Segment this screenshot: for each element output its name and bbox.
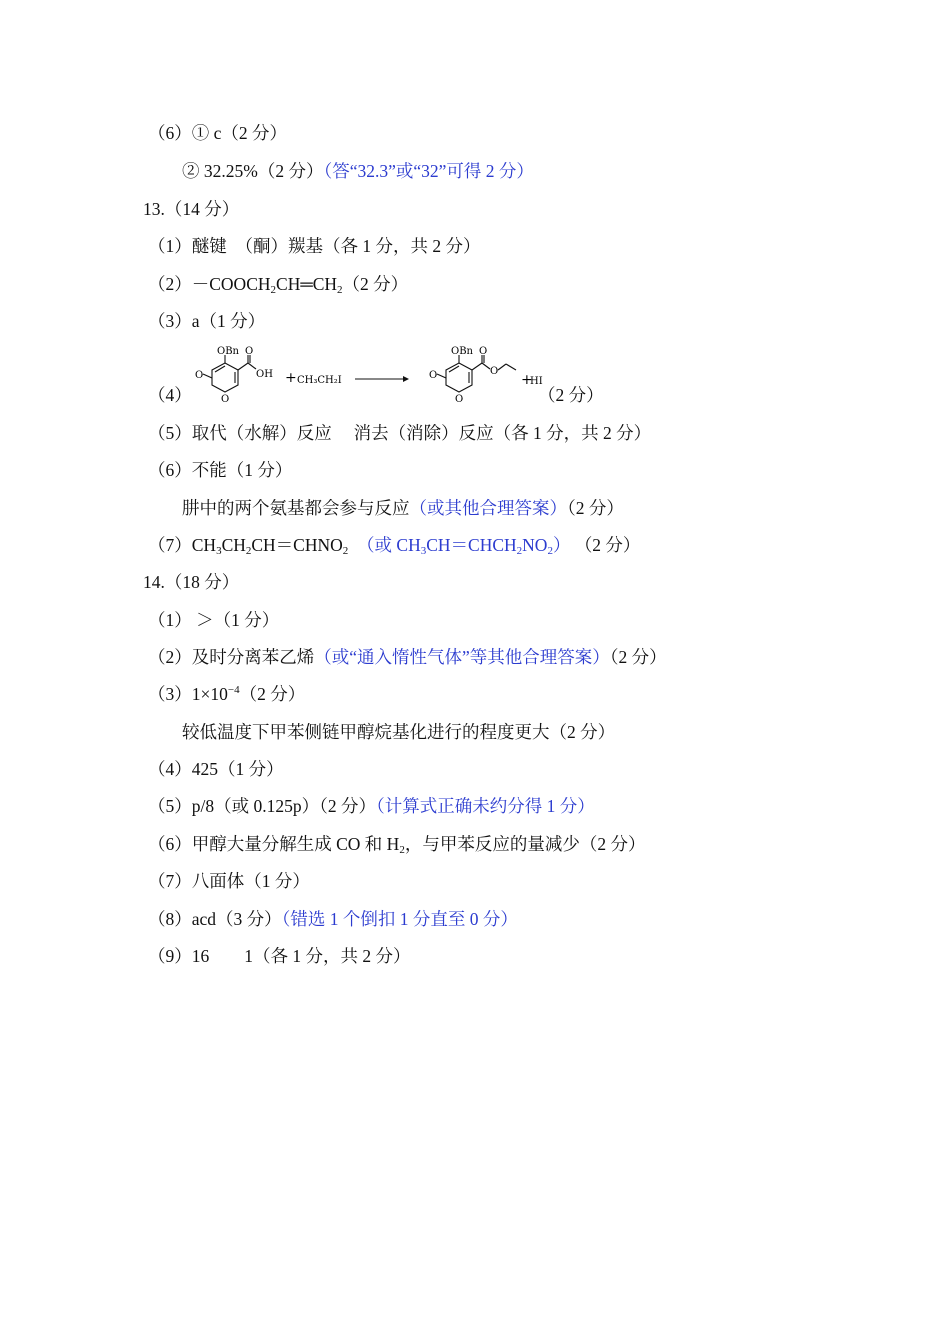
q14-part2: （2）及时分离苯乙烯（或“通入惰性气体”等其他合理答案）（2 分） bbox=[148, 647, 667, 667]
q14-part9: （9）16 1（各 1 分，共 2 分） bbox=[148, 946, 411, 966]
q14-part3-reason: 较低温度下甲苯侧链甲醇烷基化进行的程度更大（2 分） bbox=[182, 722, 616, 742]
product-ketone-o: O bbox=[429, 370, 438, 381]
q13-part4-reaction bbox=[148, 344, 708, 414]
q12-part6-1: （6）① c（2 分） bbox=[148, 123, 288, 143]
q14-part7: （7）八面体（1 分） bbox=[148, 871, 310, 891]
product-ester-o: O bbox=[490, 366, 499, 377]
scoring-note: （或 $CH_3CH=CHCH_2NO_2$） bbox=[357, 535, 571, 557]
q14-part3: $(3)1\times 10^{-4}(2$ 分） bbox=[148, 684, 306, 704]
plus-sign: + bbox=[285, 370, 297, 386]
reactant-carbonyl-o: O bbox=[245, 346, 254, 357]
part4-score: （2 分） bbox=[538, 385, 604, 405]
part4-label: （4） bbox=[148, 385, 192, 405]
scoring-note: （计算式正确未约分得 1 分） bbox=[376, 796, 595, 816]
arrow-head bbox=[403, 376, 409, 382]
q14-part4: （4）425（1 分） bbox=[148, 759, 284, 779]
reactant-oh: OH bbox=[256, 369, 273, 380]
q13-part1: （1）醚键 （酮）羰基（各 1 分，共 2 分） bbox=[148, 236, 481, 256]
q13-part6: （6）不能（1 分） bbox=[148, 460, 293, 480]
reactant-ring-o: O bbox=[221, 394, 230, 405]
plus-sign-2: + bbox=[521, 372, 533, 388]
hi-product: HI bbox=[530, 376, 543, 387]
q13-header: 13.（14 分） bbox=[143, 199, 240, 219]
q13-part7: $(7)CH_3CH_2CH=CHNO_2$ （或 $CH_3CH=CHCH_2NO_2$） （2 分） bbox=[148, 535, 641, 557]
scoring-note: （答“32.3”或“32”可得 2 分） bbox=[323, 161, 534, 181]
q12-part6-2: ② 32.25%（2 分）（答“32.3”或“32”可得 2 分） bbox=[182, 161, 534, 181]
product-carbonyl-o: O bbox=[479, 346, 488, 357]
reagent: CH₃CH₂I bbox=[297, 375, 342, 386]
q13-part5: （5）取代（水解）反应 消去（消除）反应（各 1 分，共 2 分） bbox=[148, 423, 652, 443]
scoring-note: （或“通入惰性气体”等其他合理答案） bbox=[314, 647, 610, 667]
q13-part6-reason: 肼中的两个氨基都会参与反应（或其他合理答案）（2 分） bbox=[182, 498, 624, 518]
q13-part2: $(2)-COOCH_2CH═CH_2(2$ 分） bbox=[148, 274, 409, 296]
product-structure bbox=[437, 355, 516, 392]
q13-part3: （3）a（1 分） bbox=[148, 311, 266, 331]
product-obn: OBn bbox=[451, 346, 473, 357]
reactant-ketone-o: O bbox=[195, 370, 204, 381]
q14-part6: （6）甲醇大量分解生成 CO 和 $H_2$，与甲苯反应的量减少（2 分） bbox=[148, 834, 646, 856]
q14-part5: （5）p/8（或 0.125p）（2 分）（计算式正确未约分得 1 分） bbox=[148, 796, 595, 816]
q14-part8: （8）acd（3 分）（错选 1 个倒扣 1 分直至 0 分） bbox=[148, 909, 518, 929]
q14-part1: （1） ＞（1 分） bbox=[148, 610, 280, 630]
scoring-note: （错选 1 个倒扣 1 分直至 0 分） bbox=[281, 909, 518, 929]
reactant-obn: OBn bbox=[217, 346, 239, 357]
reaction-scheme bbox=[184, 344, 544, 416]
scoring-note: （或其他合理答案） bbox=[409, 498, 567, 518]
q14-header: 14.（18 分） bbox=[143, 572, 240, 592]
product-ring-o: O bbox=[455, 394, 464, 405]
reactant-structure bbox=[203, 355, 256, 392]
